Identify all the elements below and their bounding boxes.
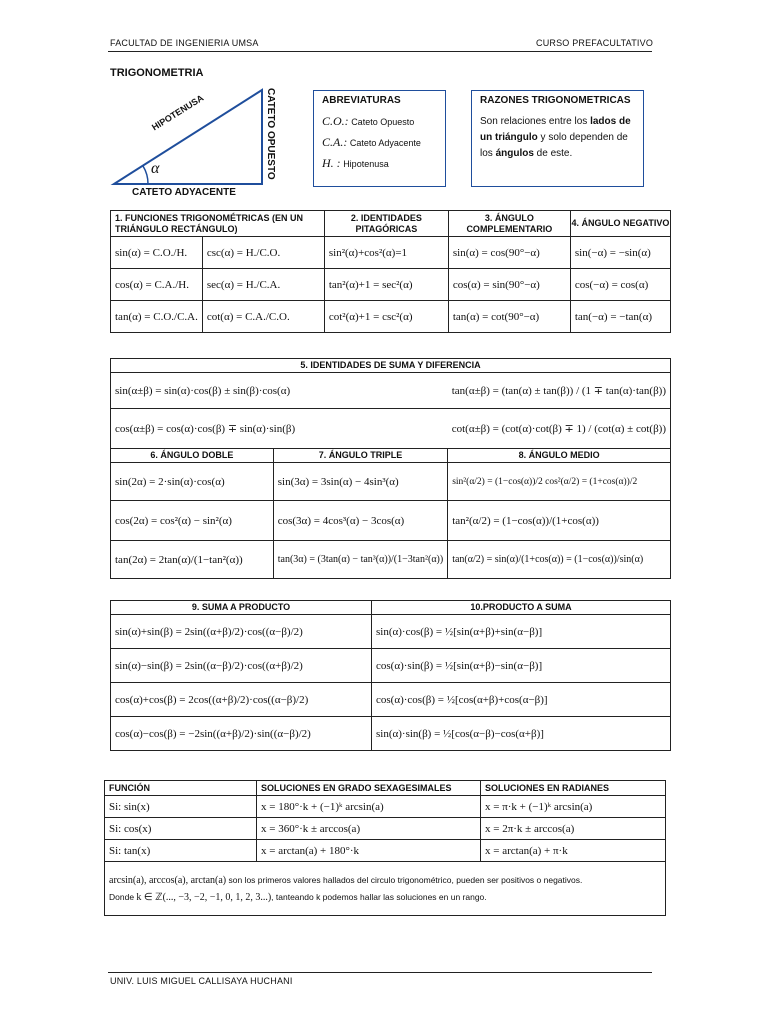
t1-header-3: 3. ÁNGULO COMPLEMENTARIO (448, 211, 570, 237)
abbr-h-label: Hipotenusa (343, 159, 389, 169)
t2-header-6: 6. ÁNGULO DOBLE (111, 449, 274, 463)
t2-cell: cos(α±β) = cos(α)·cos(β) ∓ sin(α)·sin(β) (111, 409, 448, 449)
abbr-co-label: Cateto Opuesto (351, 117, 415, 127)
abbr-ca-symbol: C.A.: (322, 135, 348, 149)
t4-header-function: FUNCIÓN (105, 781, 257, 796)
table-row (111, 237, 671, 269)
ratios-text-3: de este. (533, 148, 573, 159)
table-row (111, 269, 671, 301)
t1-cell: tan(α) = C.O./C.A. (111, 301, 203, 333)
table-row (111, 409, 671, 449)
t1-cell: sin²(α)+cos²(α)=1 (324, 237, 448, 269)
abbr-ca-label: Cateto Adyacente (349, 138, 421, 148)
ratios-text (480, 114, 635, 162)
table-row (111, 501, 671, 541)
t1-cell: cos(α) = sin(90°−α) (448, 269, 570, 301)
t2-cell: sin(3α) = 3sin(α) − 4sin³(α) (273, 463, 447, 501)
table-row (111, 683, 671, 717)
t4-header-radians: SOLUCIONES EN RADIANES (481, 781, 666, 796)
header-right: CURSO PREFACULTATIVO (536, 38, 654, 48)
t2-cell: sin²(α/2) = (1−cos(α))/2 cos²(α/2) = (1+cos(α))/2 (448, 463, 671, 501)
notes-k-set: k ∈ ℤ(..., −3, −2, −1, 0, 1, 2, 3...) (136, 891, 272, 903)
t1-cell: cos(−α) = cos(α) (570, 269, 670, 301)
t1-cell: tan(−α) = −tan(α) (570, 301, 670, 333)
t1-cell: sin(−α) = −sin(α) (570, 237, 670, 269)
t4-cell: Si: tan(x) (105, 840, 257, 862)
table-row (111, 649, 671, 683)
table-row (105, 840, 666, 862)
t3-header-9: 9. SUMA A PRODUCTO (111, 601, 372, 615)
header-left: FACULTAD DE INGENIERIA UMSA (110, 38, 259, 48)
table-solutions (104, 780, 666, 916)
t4-cell: Si: sin(x) (105, 796, 257, 818)
t3-header-10: 10.PRODUCTO A SUMA (372, 601, 671, 615)
hypotenuse-label: HIPOTENUSA (150, 92, 206, 133)
t1-cell: tan²(α)+1 = sec²(α) (324, 269, 448, 301)
t3-cell: sin(α)+sin(β) = 2sin((α+β)/2)·cos((α−β)/2) (111, 615, 372, 649)
abbr-h-symbol: H. : (322, 156, 341, 170)
table-row (111, 717, 671, 751)
t1-header-1: 1. FUNCIONES TRIGONOMÉTRICAS (EN UN TRIÁNGULO RECTÁNGULO) (111, 211, 325, 237)
t4-cell: x = π·k + (−1)ᵏ arcsin(a) (481, 796, 666, 818)
table-row (111, 541, 671, 579)
t4-header-sexagesimal: SOLUCIONES EN GRADO SEXAGESIMALES (257, 781, 481, 796)
t2-cell: cos(3α) = 4cos³(α) − 3cos(α) (273, 501, 447, 541)
t4-notes (105, 870, 665, 908)
ratios-bold-2: ángulos (495, 148, 534, 159)
t2-cell: tan(α/2) = sin(α)/(1+cos(α)) = (1−cos(α))/sin(α) (448, 541, 671, 579)
t1-cell: sec(α) = H./C.A. (202, 269, 324, 301)
t1-header-2: 2. IDENTIDADES PITAGÓRICAS (324, 211, 448, 237)
table-row (111, 373, 671, 409)
t2-cell: tan²(α/2) = (1−cos(α))/(1+cos(α)) (448, 501, 671, 541)
t2-header-7: 7. ÁNGULO TRIPLE (273, 449, 447, 463)
abbreviations-title: ABREVIATURAS (322, 95, 401, 106)
t1-cell: tan(α) = cot(90°−α) (448, 301, 570, 333)
ratios-bold-1: lados de un triángulo (480, 116, 631, 143)
opposite-label: CATETO OPUESTO (265, 88, 276, 180)
table-basic-identities (110, 210, 671, 333)
t4-cell: x = 2π·k ± arccos(a) (481, 818, 666, 840)
notes-k-text: , tanteando k podemos hallar las soluciones en un rango. (271, 891, 487, 902)
t2-header-5: 5. IDENTIDADES DE SUMA Y DIFERENCIA (111, 359, 671, 373)
t2-cell: tan(3α) = (3tan(α) − tan³(α))/(1−3tan²(α)) (273, 541, 447, 579)
abbr-ca (322, 135, 437, 150)
adjacent-label: CATETO ADYACENTE (132, 187, 236, 198)
footer-rule (108, 972, 652, 973)
t3-cell: cos(α)+cos(β) = 2cos((α+β)/2)·cos((α−β)/2) (111, 683, 372, 717)
notes-donde: Donde (109, 891, 137, 902)
t2-cell: cot(α±β) = (cot(α)·cot(β) ∓ 1) / (cot(α) ± cot(β)) (448, 409, 671, 449)
table-row (105, 818, 666, 840)
table-row (111, 615, 671, 649)
t1-cell: cot²(α)+1 = csc²(α) (324, 301, 448, 333)
table-sum-product (110, 600, 671, 751)
ratios-title: RAZONES TRIGONOMETRICAS (480, 95, 631, 106)
t1-cell: sin(α) = C.O./H. (111, 237, 203, 269)
t2-cell: cos(2α) = cos²(α) − sin²(α) (111, 501, 274, 541)
ratios-text-2: y solo dependen de los (480, 132, 628, 159)
t4-cell: Si: cos(x) (105, 818, 257, 840)
t4-notes-cell (105, 862, 666, 916)
t4-cell: x = 360°·k ± arccos(a) (257, 818, 481, 840)
table-row (105, 862, 666, 916)
t1-cell: csc(α) = H./C.O. (202, 237, 324, 269)
t2-header-8: 8. ÁNGULO MEDIO (448, 449, 671, 463)
table-sum-angles (110, 358, 671, 579)
notes-inverse-text: son los primeros valores hallados del circulo trigonométrico, pueden ser positivos o negativos. (226, 874, 583, 885)
page-title: TRIGONOMETRIA (110, 67, 204, 79)
t1-cell: sin(α) = cos(90°−α) (448, 237, 570, 269)
t2-cell: sin(α±β) = sin(α)·cos(β) ± sin(β)·cos(α) (111, 373, 448, 409)
ratios-box (471, 90, 644, 187)
t4-cell: x = 180°·k + (−1)ᵏ arcsin(a) (257, 796, 481, 818)
t1-cell: cos(α) = C.A./H. (111, 269, 203, 301)
t2-cell: tan(α±β) = (tan(α) ± tan(β)) / (1 ∓ tan(α)·tan(β)) (448, 373, 671, 409)
t1-cell: cot(α) = C.A./C.O. (202, 301, 324, 333)
footer-author: UNIV. LUIS MIGUEL CALLISAYA HUCHANI (110, 976, 293, 986)
t4-cell: x = arctan(a) + 180°·k (257, 840, 481, 862)
angle-alpha: α (151, 160, 160, 177)
t3-cell: cos(α)·cos(β) = ½[cos(α+β)+cos(α−β)] (372, 683, 671, 717)
t3-cell: sin(α)·cos(β) = ½[sin(α+β)+sin(α−β)] (372, 615, 671, 649)
header-rule (108, 51, 652, 52)
abbreviations-box (313, 90, 446, 187)
abbr-h (322, 156, 437, 171)
table-row (105, 796, 666, 818)
ratios-text-1: Son relaciones entre los (480, 116, 591, 127)
t3-cell: sin(α)−sin(β) = 2sin((α−β)/2)·cos((α+β)/2) (111, 649, 372, 683)
t3-cell: cos(α)−cos(β) = −2sin((α+β)/2)·sin((α−β)/2) (111, 717, 372, 751)
t3-cell: sin(α)·sin(β) = ½[cos(α−β)−cos(α+β)] (372, 717, 671, 751)
notes-inverse-funcs: arcsin(a), arccos(a), arctan(a) (109, 874, 227, 886)
t2-cell: sin(2α) = 2·sin(α)·cos(α) (111, 463, 274, 501)
table-row (111, 463, 671, 501)
t4-cell: x = arctan(a) + π·k (481, 840, 666, 862)
abbr-co-symbol: C.O.: (322, 114, 349, 128)
t1-header-4: 4. ÁNGULO NEGATIVO (570, 211, 670, 237)
table-row (111, 301, 671, 333)
abbr-co (322, 114, 437, 129)
t2-cell: tan(2α) = 2tan(α)/(1−tan²(α)) (111, 541, 274, 579)
t3-cell: cos(α)·sin(β) = ½[sin(α+β)−sin(α−β)] (372, 649, 671, 683)
